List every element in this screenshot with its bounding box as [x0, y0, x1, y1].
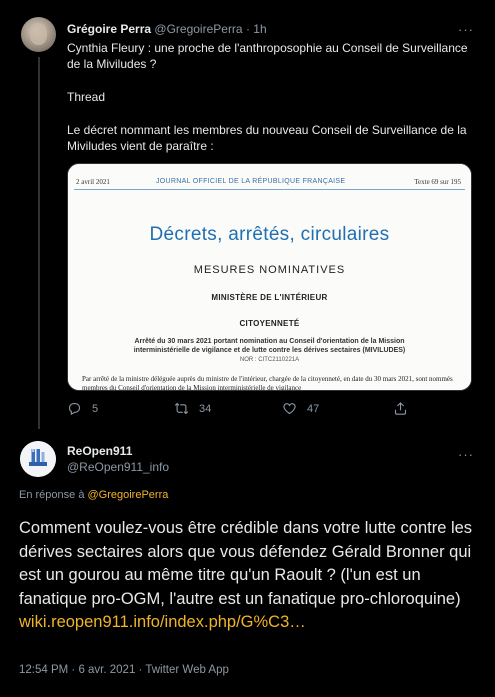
- tweet-text: [67, 40, 477, 154]
- tweet-header: [67, 22, 267, 36]
- author-handle[interactable]: @ReOpen911_info: [67, 460, 170, 474]
- header-separator: ·: [245, 22, 250, 36]
- more-options-icon[interactable]: ···: [458, 447, 474, 462]
- author-handle[interactable]: @GregoirePerra: [154, 22, 243, 36]
- document-nor: [68, 357, 471, 363]
- more-options-icon[interactable]: ···: [458, 22, 474, 37]
- document-heading: Décrets, arrêtés, circulaires: [149, 224, 390, 245]
- reply-user-link[interactable]: @GregoirePerra: [87, 489, 169, 501]
- tweet-image[interactable]: [67, 163, 472, 391]
- retweet-icon: [174, 401, 189, 416]
- document-divider: [74, 189, 465, 190]
- like-button[interactable]: [282, 401, 319, 416]
- reopen911-logo-icon: [20, 441, 56, 477]
- tweet-text-line: Cynthia Fleury : une proche de l'anthroposophie au Conseil de Surveillance de la Miviludes ?: [67, 41, 468, 71]
- tweet-header: [67, 443, 169, 475]
- tweet-text: [19, 517, 481, 635]
- reply-prefix: En réponse à: [19, 489, 88, 501]
- tweet-text-line: Thread: [67, 90, 106, 104]
- tweet-text-line: Le décret nommant les membres du nouveau Conseil de Surveillance de la Miviludes vient de paraître :: [67, 123, 467, 153]
- journal-officiel-document: [68, 164, 471, 390]
- reply-icon: [67, 401, 82, 416]
- document-journal-title: JOURNAL OFFICIEL DE LA RÉPUBLIQUE FRANÇAISE: [156, 178, 346, 185]
- share-icon: [393, 401, 408, 416]
- main-tweet[interactable]: [0, 430, 495, 697]
- document-page: Texte 69 sur 195: [414, 178, 461, 186]
- avatar[interactable]: [21, 17, 56, 52]
- tweet-time[interactable]: 1h: [253, 22, 267, 36]
- document-subheading: MESURES NOMINATIVES: [193, 264, 346, 276]
- author-name[interactable]: ReOpen911: [67, 444, 133, 458]
- reply-button[interactable]: [67, 401, 98, 416]
- tweet-timestamp-source[interactable]: 12:54 PM · 6 avr. 2021 · Twitter Web App: [19, 664, 229, 676]
- document-ministry: MINISTÈRE DE L'INTÉRIEUR: [211, 293, 328, 302]
- tweet-link[interactable]: wiki.reopen911.info/index.php/G%C3…: [19, 613, 306, 631]
- thread-connector-line: [38, 57, 40, 429]
- document-section: CITOYENNETÉ: [239, 319, 300, 328]
- avatar[interactable]: [20, 441, 56, 477]
- author-name[interactable]: Grégoire Perra: [67, 22, 152, 36]
- reply-context: [19, 489, 168, 501]
- document-paragraph: Par arrêté de la ministre déléguée auprès du ministre de l'intérieur, chargée de la citoyenneté, en date du 30 mars 2021, sont nommés membres du Conseil d'orientation de la Mission interministérielle de vigilance: [82, 375, 453, 391]
- share-button[interactable]: [393, 401, 418, 416]
- retweet-button[interactable]: [174, 401, 211, 416]
- like-count: 47: [307, 402, 320, 415]
- document-nor-label: NOR :: [239, 357, 257, 363]
- document-nor-value: CITC2110221A: [258, 357, 300, 363]
- tweet-actions: [67, 401, 467, 419]
- heart-icon: [282, 401, 297, 416]
- reply-count: 5: [92, 402, 99, 415]
- document-date: 2 avril 2021: [76, 178, 110, 186]
- tweet-text-content: Comment voulez-vous être crédible dans votre lutte contre les dérives sectaires alors que vous défendez Gérald Bronner qui est un gourou au même titre qu'un Raoult ? (l'un est un fanatique pro-OGM, l'autre est un fanatique pro-chloroquine): [19, 519, 473, 608]
- avatar-face: [30, 23, 47, 45]
- document-arrete: Arrêté du 30 mars 2021 portant nomination au Conseil d'orientation de la Mission interministérielle de vigilance et de lutte contre les dérives sectaires (MIVILUDES): [133, 338, 406, 354]
- retweet-count: 34: [199, 402, 212, 415]
